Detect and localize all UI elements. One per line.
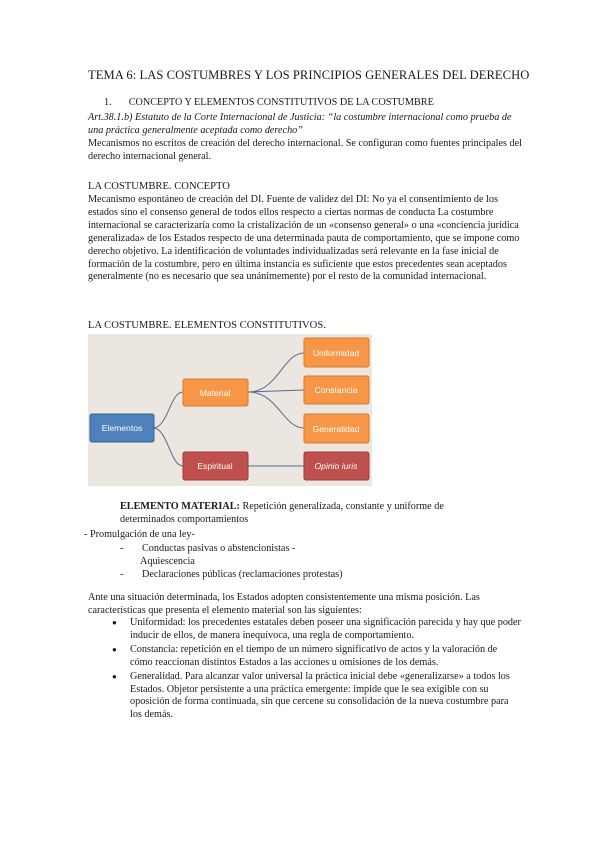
node-opinio-iuris bbox=[304, 452, 369, 480]
node-elementos bbox=[90, 414, 154, 442]
material-label: ELEMENTO MATERIAL: bbox=[120, 501, 240, 512]
material-list-text: Conductas pasivas o abstencionistas - bbox=[142, 543, 296, 554]
node-constancia-label: Constancia bbox=[314, 385, 358, 395]
node-uniformidad bbox=[304, 338, 369, 367]
page-title: TEMA 6: LAS COSTUMBRES Y LOS PRINCIPIOS GENERALES DEL DERECHO bbox=[88, 68, 530, 82]
node-material-label: Material bbox=[199, 388, 231, 398]
bullet-uniformidad: ● Uniformidad: los precedentes estatales deben poseer una significación parecida y hay que poder inducir de ellos, de manera inequívoca, una regla de comportamiento. bbox=[112, 617, 522, 643]
situation-paragraph: Ante una situación determinada, los Estados adopten consistentemente una misma posición. Las características que presenta el elemento material son las siguientes: bbox=[88, 592, 480, 616]
elements-diagram bbox=[88, 334, 372, 486]
material-text: Repetición generalizada, constante y uniforme de determinados comportamientos bbox=[120, 501, 444, 525]
node-espiritual-label: Espiritual bbox=[197, 461, 233, 471]
bullet-constancia: ● Constancia: repetición en el tiempo de un número significativo de actos y la valoración de cómo reaccionan distintos Estados a las acciones u omisiones de los demás. bbox=[112, 644, 522, 670]
node-constancia bbox=[304, 376, 369, 404]
node-generalidad bbox=[304, 414, 369, 443]
list-dash: - bbox=[120, 543, 124, 554]
node-uniformidad-label: Uniformidad bbox=[312, 348, 360, 358]
material-list-item bbox=[120, 543, 295, 554]
material-list-item: - Promulgación de una ley- bbox=[84, 529, 195, 540]
material-list-item: Aquiescencia bbox=[140, 556, 195, 567]
node-opinio-label: Opinio iuris bbox=[314, 461, 358, 471]
node-elementos-label: Elementos bbox=[101, 423, 143, 433]
elements-heading: LA COSTUMBRE. ELEMENTOS CONSTITUTIVOS. bbox=[88, 320, 326, 331]
concept-heading: LA COSTUMBRE. CONCEPTO bbox=[88, 181, 230, 192]
material-definition bbox=[120, 500, 500, 526]
concept-paragraph: Mecanismo espontáneo de creación del DI. Fuente de validez del DI: No ya el consentimiento de los estados sino el consenso general de todos ellos respecto a ciertas normas de conducta La costumbre internacional se caracterizaría como la cristalización de un «consenso general» o una «conciencia jurídica generalizada» de los Estados respecto de una determinada pauta de comportamiento, que se impone como derecho objetivo. La identificación de voluntades individualizadas será relevante en la fase inicial de formación de la costumbre, pero en última instancia es suficiente que estos precedentes sean aceptados generalmente (no es necesario que sea unánimemente) por el resto de la comunidad internacional. bbox=[88, 194, 520, 283]
section-heading-1 bbox=[104, 97, 434, 108]
section-heading-text: CONCEPTO Y ELEMENTOS CONSTITUTIVOS DE LA COSTUMBRE bbox=[128, 97, 434, 108]
material-list-item bbox=[120, 569, 343, 580]
material-list-text: Declaraciones públicas (reclamaciones protestas) bbox=[142, 569, 343, 580]
article-ref: Art.38.1.b) Estatuto de la Corte Internacional de Justicia: bbox=[88, 112, 326, 123]
list-dash: - bbox=[120, 569, 124, 580]
intro-paragraph: Mecanismos no escritos de creación del derecho internacional. Se configuran como fuentes principales del derecho internacional general. bbox=[88, 138, 522, 162]
node-espiritual bbox=[183, 452, 248, 480]
article-citation bbox=[88, 111, 528, 137]
bullet-generalidad: ● Generalidad. Para alcanzar valor universal la práctica inicial debe «generalizarse» a todos los Estados. Objetor persistente a una práctica emergente: impide que le sea exigible con su oposición de forma continuada, sin que cercene su consolidación de la nueva costumbre para los demás. bbox=[112, 671, 522, 723]
article-quote: “la costumbre internacional como prueba de una práctica generalmente aceptada como derecho” bbox=[88, 112, 512, 136]
node-material bbox=[183, 379, 248, 406]
node-generalidad-label: Generalidad bbox=[312, 424, 360, 434]
section-number: 1. bbox=[104, 97, 112, 108]
characteristics-list bbox=[112, 617, 522, 723]
